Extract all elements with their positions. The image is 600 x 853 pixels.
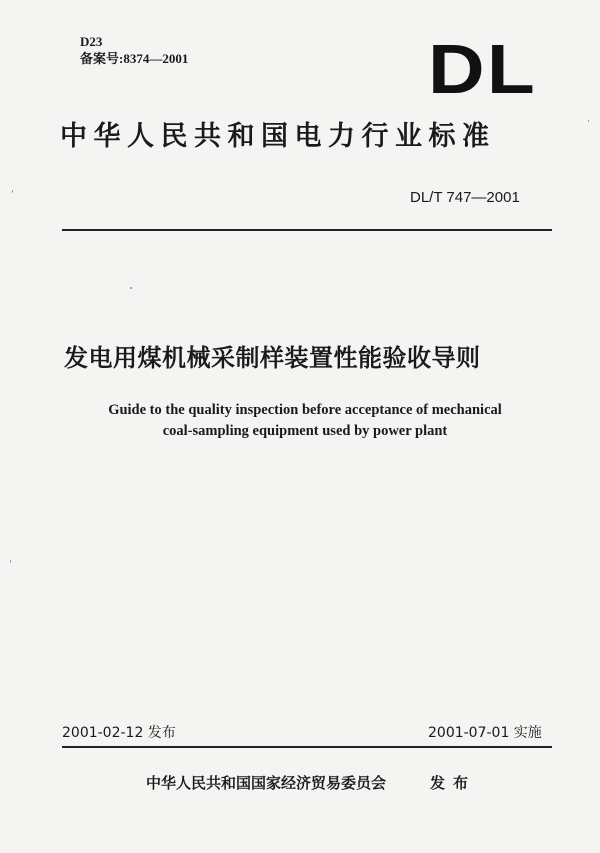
scan-speck [130, 287, 132, 289]
english-title-line-2: coal-sampling equipment used by power plant [162, 423, 448, 439]
bottom-divider [62, 746, 552, 748]
top-divider [62, 229, 552, 231]
scan-speck [10, 560, 11, 563]
publisher-name: 中华人民共和国国家经济贸易委员会 [146, 774, 387, 792]
dl-logo: DL [428, 30, 537, 108]
standard-number: DL/T 747—2001 [410, 189, 520, 206]
scan-speck [12, 190, 13, 193]
classification-code: D23 [80, 34, 103, 49]
issue-date: 2001-02-12 发布 [62, 725, 176, 741]
implementation-date: 2001-07-01 实施 [428, 725, 542, 741]
english-title [80, 400, 530, 442]
chinese-title: 发电用煤机械采制样装置性能验收导则 [64, 344, 481, 372]
english-title-line-1: Guide to the quality inspection before acceptance of mechanical [108, 402, 502, 418]
record-number: 备案号:8374—2001 [80, 51, 189, 66]
scan-speck [588, 120, 589, 122]
organization-title: 中华人民共和国电力行业标准 [60, 121, 496, 152]
publish-label: 发布 [430, 774, 477, 792]
